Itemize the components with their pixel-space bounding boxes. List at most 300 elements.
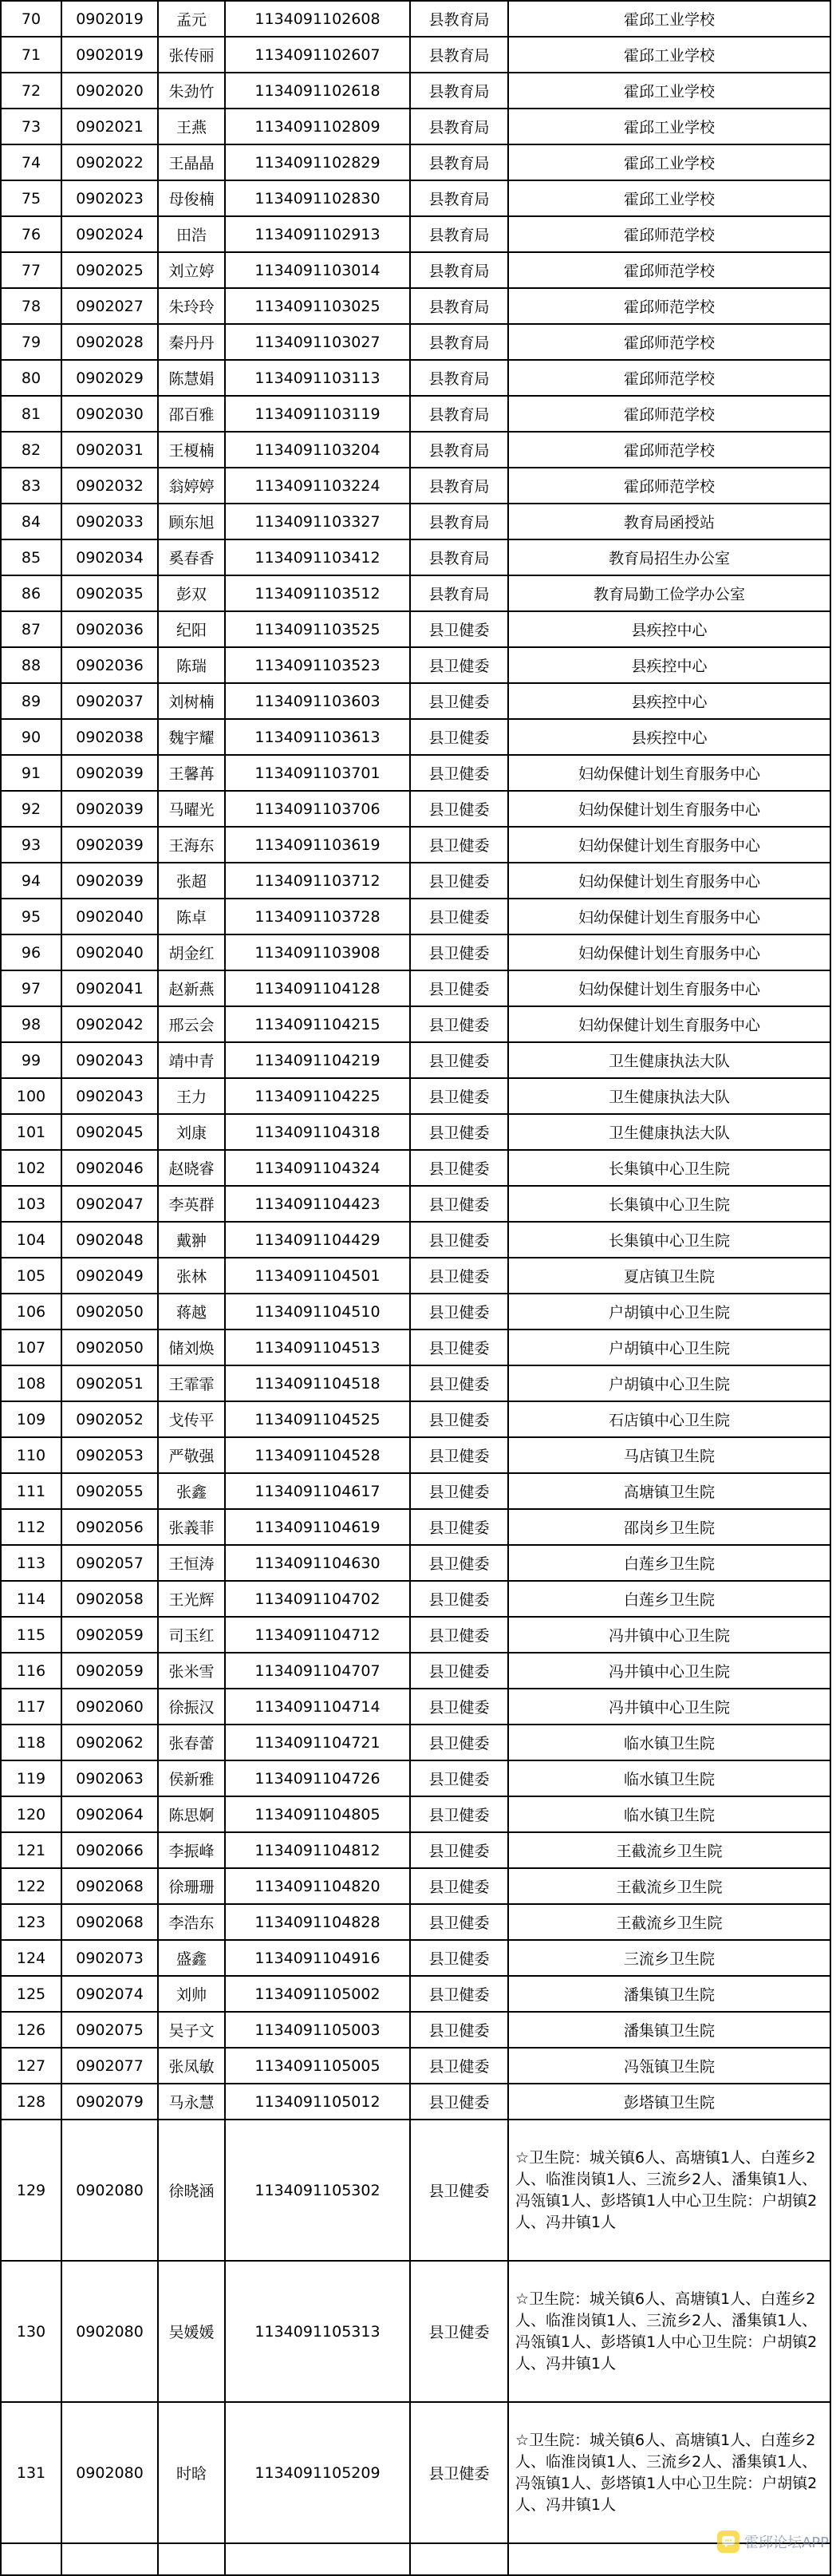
position-code-cell: 0902023 (61, 180, 158, 216)
department-cell: 县卫健委 (410, 934, 508, 970)
department-cell: 县卫健委 (410, 1760, 508, 1796)
exam-number-cell: 1134091104518 (225, 1365, 410, 1401)
exam-number-cell: 1134091104429 (225, 1222, 410, 1258)
department-cell: 县卫健委 (410, 1904, 508, 1940)
seq-cell: 127 (1, 2048, 61, 2084)
unit-cell: 潘集镇卫生院 (508, 1976, 830, 2012)
seq-cell: 119 (1, 1760, 61, 1796)
seq-cell: 110 (1, 1437, 61, 1473)
department-cell: 县教育局 (410, 396, 508, 432)
name-cell: 徐晓涵 (158, 2120, 225, 2261)
unit-cell: ☆卫生院：城关镇6人、高塘镇1人、白莲乡2人、临淮岗镇1人、三流乡2人、潘集镇1人、冯瓴镇1人、彭塔镇1人中心卫生院：户胡镇2人、冯井镇1人 (508, 2402, 830, 2543)
unit-cell: 教育局招生办公室 (508, 539, 830, 575)
exam-number-cell: 1134091104525 (225, 1401, 410, 1437)
unit-cell: 王截流乡卫生院 (508, 1868, 830, 1904)
table-row (1, 1509, 830, 1545)
table-row (1, 1976, 830, 2012)
department-cell: 县教育局 (410, 216, 508, 252)
table-row (1, 432, 830, 468)
department-cell: 县教育局 (410, 360, 508, 396)
position-code-cell: 0902025 (61, 252, 158, 288)
table-row (1, 180, 830, 216)
exam-number-cell: 1134091104513 (225, 1329, 410, 1365)
exam-number-cell: 1134091103412 (225, 539, 410, 575)
table-row (1, 1904, 830, 1940)
name-cell: 陈慧娟 (158, 360, 225, 396)
name-cell: 徐珊珊 (158, 1868, 225, 1904)
name-cell: 张传丽 (158, 37, 225, 73)
department-cell: 县卫健委 (410, 1976, 508, 2012)
seq-cell: 107 (1, 1329, 61, 1365)
position-code-cell: 0902048 (61, 1222, 158, 1258)
seq-cell: 80 (1, 360, 61, 396)
unit-cell: 长集镇中心卫生院 (508, 1150, 830, 1186)
name-cell: 靖中青 (158, 1042, 225, 1078)
exam-number-cell: 1134091105012 (225, 2084, 410, 2120)
unit-cell: 白莲乡卫生院 (508, 1581, 830, 1617)
unit-cell: 冯瓴镇卫生院 (508, 2048, 830, 2084)
department-cell: 县卫健委 (410, 1796, 508, 1832)
table-row (1, 288, 830, 324)
name-cell: 田浩 (158, 216, 225, 252)
department-cell: 县卫健委 (410, 1437, 508, 1473)
department-cell: 县教育局 (410, 252, 508, 288)
position-code-cell: 0902045 (61, 1114, 158, 1150)
position-code-cell: 0902073 (61, 1940, 158, 1976)
unit-cell: 彭塔镇卫生院 (508, 2084, 830, 2120)
unit-cell: 妇幼保健计划生育服务中心 (508, 934, 830, 970)
unit-cell: 户胡镇中心卫生院 (508, 1294, 830, 1329)
table-row (1, 611, 830, 647)
name-cell: 翁婷婷 (158, 468, 225, 504)
exam-number-cell: 1134091103603 (225, 683, 410, 719)
unit-cell: 县疾控中心 (508, 647, 830, 683)
department-cell: 县教育局 (410, 539, 508, 575)
unit-cell: 教育局勤工俭学办公室 (508, 575, 830, 611)
exam-number-cell: 1134091103523 (225, 647, 410, 683)
unit-cell: 石店镇中心卫生院 (508, 1401, 830, 1437)
seq-cell: 115 (1, 1617, 61, 1653)
department-cell: 县卫健委 (410, 1653, 508, 1689)
exam-number-cell: 1134091104820 (225, 1868, 410, 1904)
table-row (1, 1725, 830, 1760)
department-cell: 县卫健委 (410, 1365, 508, 1401)
position-code-cell: 0902028 (61, 324, 158, 360)
exam-number-cell: 1134091104423 (225, 1186, 410, 1222)
table-row (1, 360, 830, 396)
unit-cell: 临水镇卫生院 (508, 1796, 830, 1832)
department-cell: 县教育局 (410, 324, 508, 360)
position-code-cell: 0902039 (61, 755, 158, 791)
department-cell: 县卫健委 (410, 1509, 508, 1545)
department-cell: 县卫健委 (410, 1078, 508, 1114)
seq-cell: 93 (1, 827, 61, 863)
seq-cell: 94 (1, 863, 61, 899)
name-cell: 司玉红 (158, 1617, 225, 1653)
department-cell: 县卫健委 (410, 719, 508, 755)
table-row (1, 1258, 830, 1294)
unit-cell: 妇幼保健计划生育服务中心 (508, 970, 830, 1006)
name-cell: 李英群 (158, 1186, 225, 1222)
exam-number-cell: 1134091104805 (225, 1796, 410, 1832)
seq-cell: 114 (1, 1581, 61, 1617)
position-code-cell: 0902080 (61, 2261, 158, 2402)
department-cell: 县卫健委 (410, 2012, 508, 2048)
seq-cell: 130 (1, 2261, 61, 2402)
department-cell: 县卫健委 (410, 970, 508, 1006)
position-code-cell: 0902022 (61, 144, 158, 180)
table-row (1, 647, 830, 683)
department-cell: 县卫健委 (410, 1617, 508, 1653)
position-code-cell: 0902020 (61, 73, 158, 109)
department-cell: 县教育局 (410, 37, 508, 73)
watermark-text: 霍邱论坛APP (743, 2535, 829, 2551)
position-code-cell: 0902043 (61, 1042, 158, 1078)
position-code-cell: 0902058 (61, 1581, 158, 1617)
exam-number-cell: 1134091105002 (225, 1976, 410, 2012)
exam-number-cell: 1134091104501 (225, 1258, 410, 1294)
position-code-cell: 0902042 (61, 1006, 158, 1042)
seq-cell: 72 (1, 73, 61, 109)
unit-cell: 霍邱工业学校 (508, 1, 830, 37)
name-cell: 时晗 (158, 2402, 225, 2543)
unit-cell: 王截流乡卫生院 (508, 1832, 830, 1868)
department-cell: 县卫健委 (410, 899, 508, 934)
exam-number-cell: 1134091104721 (225, 1725, 410, 1760)
exam-number-cell: 1134091104528 (225, 1437, 410, 1473)
name-cell: 陈瑞 (158, 647, 225, 683)
name-cell: 顾东旭 (158, 504, 225, 539)
position-code-cell: 0902039 (61, 863, 158, 899)
unit-cell: 户胡镇中心卫生院 (508, 1365, 830, 1401)
table-row (1, 1868, 830, 1904)
department-cell: 县教育局 (410, 432, 508, 468)
position-code-cell: 0902039 (61, 827, 158, 863)
exam-number-cell: 1134091104828 (225, 1904, 410, 1940)
table-row (1, 1437, 830, 1473)
department-cell: 县卫健委 (410, 1581, 508, 1617)
department-cell: 县卫健委 (410, 647, 508, 683)
table-row (1, 1617, 830, 1653)
department-cell: 县卫健委 (410, 2120, 508, 2261)
unit-cell: 户胡镇中心卫生院 (508, 1329, 830, 1365)
exam-number-cell: 1134091103512 (225, 575, 410, 611)
position-code-cell: 0902059 (61, 1617, 158, 1653)
table-row (1, 683, 830, 719)
exam-number-cell: 1134091104225 (225, 1078, 410, 1114)
department-cell: 县卫健委 (410, 863, 508, 899)
department-cell: 县卫健委 (410, 1114, 508, 1150)
table-row (1, 1365, 830, 1401)
unit-cell: 潘集镇卫生院 (508, 2012, 830, 2048)
exam-number-cell: 1134091105302 (225, 2120, 410, 2261)
table-row (1, 396, 830, 432)
name-cell: 王馨苒 (158, 755, 225, 791)
exam-number-cell: 1134091104630 (225, 1545, 410, 1581)
seq-cell: 95 (1, 899, 61, 934)
position-code-cell: 0902066 (61, 1832, 158, 1868)
unit-cell: 县疾控中心 (508, 611, 830, 647)
department-cell: 县教育局 (410, 468, 508, 504)
seq-cell: 103 (1, 1186, 61, 1222)
unit-cell: 长集镇中心卫生院 (508, 1186, 830, 1222)
exam-number-cell: 1134091103224 (225, 468, 410, 504)
unit-cell: 卫生健康执法大队 (508, 1114, 830, 1150)
name-cell: 王力 (158, 1078, 225, 1114)
position-code-cell: 0902060 (61, 1689, 158, 1725)
name-cell: 刘康 (158, 1114, 225, 1150)
seq-cell: 76 (1, 216, 61, 252)
name-cell: 盛鑫 (158, 1940, 225, 1976)
department-cell: 县卫健委 (410, 1401, 508, 1437)
unit-cell: 妇幼保健计划生育服务中心 (508, 755, 830, 791)
table-row (1, 899, 830, 934)
seq-cell: 92 (1, 791, 61, 827)
seq-cell: 86 (1, 575, 61, 611)
position-code-cell: 0902056 (61, 1509, 158, 1545)
position-code-cell: 0902037 (61, 683, 158, 719)
department-cell: 县卫健委 (410, 1042, 508, 1078)
department-cell: 县卫健委 (410, 1329, 508, 1365)
department-cell: 县卫健委 (410, 2048, 508, 2084)
seq-cell: 106 (1, 1294, 61, 1329)
seq-cell: 125 (1, 1976, 61, 2012)
exam-number-cell: 1134091103027 (225, 324, 410, 360)
seq-cell: 99 (1, 1042, 61, 1078)
exam-number-cell: 1134091105209 (225, 2402, 410, 2543)
seq-cell: 98 (1, 1006, 61, 1042)
position-code-cell: 0902049 (61, 1258, 158, 1294)
exam-number-cell: 1134091102608 (225, 1, 410, 37)
department-cell: 县卫健委 (410, 1473, 508, 1509)
department-cell: 县卫健委 (410, 1150, 508, 1186)
name-cell: 张凤敏 (158, 2048, 225, 2084)
name-cell: 赵晓睿 (158, 1150, 225, 1186)
name-cell: 侯新雅 (158, 1760, 225, 1796)
position-code-cell: 0902039 (61, 791, 158, 827)
position-code-cell: 0902021 (61, 109, 158, 144)
table-row (1, 144, 830, 180)
unit-cell: ☆卫生院：城关镇6人、高塘镇1人、白莲乡2人、临淮岗镇1人、三流乡2人、潘集镇1人、冯瓴镇1人、彭塔镇1人中心卫生院：户胡镇2人、冯井镇1人 (508, 2261, 830, 2402)
name-cell: 李浩东 (158, 1904, 225, 1940)
name-cell: 纪阳 (158, 611, 225, 647)
seq-cell: 105 (1, 1258, 61, 1294)
unit-cell: ☆卫生院：城关镇6人、高塘镇1人、白莲乡2人、临淮岗镇1人、三流乡2人、潘集镇1人、冯瓴镇1人、彭塔镇1人中心卫生院：户胡镇2人、冯井镇1人 (508, 2120, 830, 2261)
name-cell: 张超 (158, 863, 225, 899)
unit-cell: 三流乡卫生院 (508, 1940, 830, 1976)
exam-number-cell: 1134091104318 (225, 1114, 410, 1150)
name-cell: 胡金红 (158, 934, 225, 970)
table-row (1, 324, 830, 360)
table-row (1, 827, 830, 863)
position-code-cell: 0902077 (61, 2048, 158, 2084)
exam-number-cell: 1134091104726 (225, 1760, 410, 1796)
table-row (1, 1401, 830, 1437)
exam-number-cell: 1134091103619 (225, 827, 410, 863)
table-row (1, 1329, 830, 1365)
department-cell: 县卫健委 (410, 755, 508, 791)
table-row (1, 539, 830, 575)
table-row (1, 1545, 830, 1581)
unit-cell: 霍邱工业学校 (508, 144, 830, 180)
exam-number-cell: 1134091104128 (225, 970, 410, 1006)
unit-cell: 妇幼保健计划生育服务中心 (508, 1006, 830, 1042)
position-code-cell: 0902059 (61, 1653, 158, 1689)
unit-cell: 临水镇卫生院 (508, 1760, 830, 1796)
department-cell: 县卫健委 (410, 683, 508, 719)
unit-cell: 教育局函授站 (508, 504, 830, 539)
department-cell: 县教育局 (410, 109, 508, 144)
exam-number-cell: 1134091104712 (225, 1617, 410, 1653)
table-row (1, 2120, 830, 2261)
department-cell: 县卫健委 (410, 1222, 508, 1258)
table-row (1, 73, 830, 109)
name-cell: 马曜光 (158, 791, 225, 827)
department-cell: 县卫健委 (410, 1940, 508, 1976)
position-code-cell: 0902068 (61, 1868, 158, 1904)
position-code-cell: 0902046 (61, 1150, 158, 1186)
table-row (1, 1150, 830, 1186)
table-row (1, 1078, 830, 1114)
name-cell: 王燕 (158, 109, 225, 144)
seq-cell: 78 (1, 288, 61, 324)
name-cell: 彭双 (158, 575, 225, 611)
department-cell: 县卫健委 (410, 1545, 508, 1581)
name-cell: 王榎楠 (158, 432, 225, 468)
seq-cell: 109 (1, 1401, 61, 1437)
unit-cell: 卫生健康执法大队 (508, 1078, 830, 1114)
position-code-cell: 0902079 (61, 2084, 158, 2120)
name-cell: 张林 (158, 1258, 225, 1294)
position-code-cell: 0902053 (61, 1437, 158, 1473)
exam-number-cell: 1134091103113 (225, 360, 410, 396)
position-code-cell: 0902062 (61, 1725, 158, 1760)
seq-cell: 71 (1, 37, 61, 73)
unit-cell: 霍邱师范学校 (508, 252, 830, 288)
seq-cell: 128 (1, 2084, 61, 2120)
name-cell: 母俊楠 (158, 180, 225, 216)
department-cell: 县卫健委 (410, 1868, 508, 1904)
position-code-cell: 0902032 (61, 468, 158, 504)
name-cell: 张鑫 (158, 1473, 225, 1509)
name-cell (158, 2543, 225, 2575)
table-row (1, 1689, 830, 1725)
position-code-cell: 0902035 (61, 575, 158, 611)
unit-cell: 妇幼保健计划生育服务中心 (508, 827, 830, 863)
exam-number-cell: 1134091103327 (225, 504, 410, 539)
unit-cell: 妇幼保健计划生育服务中心 (508, 899, 830, 934)
seq-cell: 81 (1, 396, 61, 432)
table-row (1, 1186, 830, 1222)
exam-number-cell: 1134091103014 (225, 252, 410, 288)
name-cell: 奚春香 (158, 539, 225, 575)
name-cell: 储刘焕 (158, 1329, 225, 1365)
name-cell: 赵新燕 (158, 970, 225, 1006)
unit-cell: 白莲乡卫生院 (508, 1545, 830, 1581)
exam-number-cell: 1134091103525 (225, 611, 410, 647)
name-cell: 王晶晶 (158, 144, 225, 180)
seq-cell (1, 2543, 61, 2575)
watermark (717, 2531, 829, 2553)
department-cell (410, 2543, 508, 2575)
unit-cell: 霍邱师范学校 (508, 468, 830, 504)
exam-number-cell: 1134091105003 (225, 2012, 410, 2048)
name-cell: 吴子文 (158, 2012, 225, 2048)
unit-cell: 霍邱师范学校 (508, 396, 830, 432)
seq-cell: 117 (1, 1689, 61, 1725)
seq-cell: 102 (1, 1150, 61, 1186)
table-row (1, 1760, 830, 1796)
name-cell: 严敬强 (158, 1437, 225, 1473)
exam-number-cell: 1134091103712 (225, 863, 410, 899)
chat-bubble-icon (717, 2531, 739, 2553)
name-cell: 徐振汉 (158, 1689, 225, 1725)
unit-cell: 长集镇中心卫生院 (508, 1222, 830, 1258)
unit-cell: 妇幼保健计划生育服务中心 (508, 863, 830, 899)
table-row (1, 719, 830, 755)
position-code-cell: 0902043 (61, 1078, 158, 1114)
name-cell: 邵百雅 (158, 396, 225, 432)
department-cell: 县卫健委 (410, 1294, 508, 1329)
name-cell: 刘帅 (158, 1976, 225, 2012)
seq-cell: 112 (1, 1509, 61, 1545)
table-row (1, 2543, 830, 2575)
name-cell: 张義菲 (158, 1509, 225, 1545)
table-row (1, 1473, 830, 1509)
table-row (1, 1042, 830, 1078)
name-cell: 朱玲玲 (158, 288, 225, 324)
seq-cell: 79 (1, 324, 61, 360)
exam-number-cell: 1134091105313 (225, 2261, 410, 2402)
unit-cell: 夏店镇卫生院 (508, 1258, 830, 1294)
exam-number-cell: 1134091103204 (225, 432, 410, 468)
department-cell: 县卫健委 (410, 1186, 508, 1222)
table-row (1, 1294, 830, 1329)
exam-number-cell: 1134091104702 (225, 1581, 410, 1617)
seq-cell: 108 (1, 1365, 61, 1401)
position-code-cell: 0902027 (61, 288, 158, 324)
department-cell: 县教育局 (410, 180, 508, 216)
seq-cell: 118 (1, 1725, 61, 1760)
name-cell: 戴翀 (158, 1222, 225, 1258)
table-row (1, 1940, 830, 1976)
position-code-cell: 0902034 (61, 539, 158, 575)
exam-number-cell: 1134091103701 (225, 755, 410, 791)
position-code-cell: 0902033 (61, 504, 158, 539)
seq-cell: 91 (1, 755, 61, 791)
seq-cell: 100 (1, 1078, 61, 1114)
unit-cell: 冯井镇中心卫生院 (508, 1653, 830, 1689)
department-cell: 县卫健委 (410, 611, 508, 647)
table-row (1, 1114, 830, 1150)
unit-cell: 霍邱师范学校 (508, 324, 830, 360)
position-code-cell: 0902055 (61, 1473, 158, 1509)
table-row (1, 1796, 830, 1832)
seq-cell: 124 (1, 1940, 61, 1976)
unit-cell: 妇幼保健计划生育服务中心 (508, 791, 830, 827)
seq-cell: 85 (1, 539, 61, 575)
unit-cell: 霍邱工业学校 (508, 37, 830, 73)
exam-number-cell: 1134091103706 (225, 791, 410, 827)
exam-number-cell: 1134091102809 (225, 109, 410, 144)
unit-cell: 霍邱师范学校 (508, 360, 830, 396)
position-code-cell: 0902038 (61, 719, 158, 755)
seq-cell: 123 (1, 1904, 61, 1940)
position-code-cell: 0902019 (61, 1, 158, 37)
position-code-cell: 0902036 (61, 611, 158, 647)
exam-number-cell: 1134091104916 (225, 1940, 410, 1976)
table-row (1, 504, 830, 539)
